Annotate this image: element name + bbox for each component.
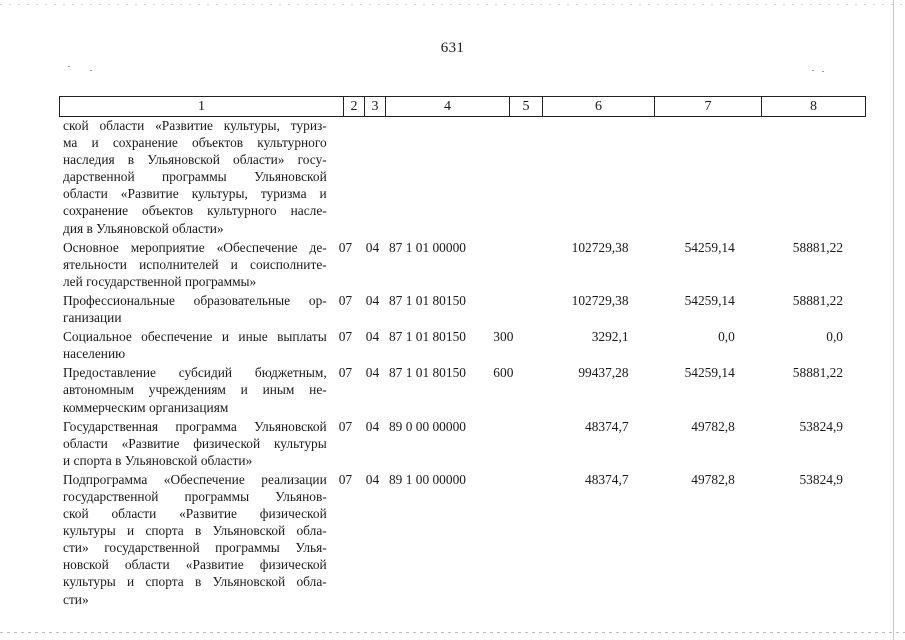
table-row: [63, 471, 843, 608]
row-value-col-6: 48374,7: [585, 418, 629, 434]
row-name-line: области «Развитие культуры, туризма и: [63, 186, 327, 202]
row-target-item-code: 87 1 01 80150: [388, 292, 466, 308]
row-name-line: Подпрограмма «Обеспечение реализации: [63, 471, 327, 487]
page-number: 631: [440, 40, 465, 56]
scan-speck: [68, 66, 70, 67]
row-section-code: 07: [338, 471, 353, 487]
scan-edge-bottom: [0, 632, 905, 633]
row-name-line: сти»: [63, 591, 89, 607]
scan-edge-right: [893, 0, 894, 640]
row-subsection-code: 04: [365, 329, 380, 345]
row-name-line: лей государственной программы»: [63, 273, 257, 289]
row-subsection-code: 04: [365, 471, 380, 487]
row-value-col-7: 54259,14: [684, 292, 735, 308]
row-name: [63, 117, 327, 237]
row-expense-type-code: 300: [493, 329, 514, 345]
header-col-1: 1: [60, 97, 344, 117]
row-section-code: 07: [338, 365, 353, 381]
row-value-col-6: 102729,38: [571, 292, 629, 308]
row-name-line: населению: [63, 346, 126, 362]
row-name: [63, 328, 327, 362]
row-name-line: культуры и спорта в Ульяновской обла-: [63, 523, 327, 539]
row-name-line: сохранение объектов культурного насле-: [63, 203, 327, 219]
table-body: [63, 117, 843, 608]
row-name-line: государственной программы Ульянов-: [63, 488, 327, 504]
table-row: [63, 418, 843, 469]
row-name: [63, 239, 327, 290]
row-value-col-6: 48374,7: [585, 471, 629, 487]
row-section-code: 07: [338, 239, 353, 255]
row-name-line: сти» государственной программы Улья-: [63, 540, 327, 556]
row-name-line: наследия в Ульяновской области» госу-: [63, 152, 327, 168]
table-header: [59, 96, 866, 117]
row-name-line: Государственная программа Ульяновской: [63, 418, 327, 434]
row-name-line: дия в Ульяновской области»: [63, 220, 224, 236]
row-section-code: 07: [338, 329, 353, 345]
row-value-col-7: 54259,14: [684, 365, 735, 381]
row-name-line: Профессиональные образовательные ор-: [63, 292, 327, 308]
table-row: [63, 292, 843, 326]
row-name-line: автономным учреждениям и иным не-: [63, 382, 327, 398]
row-value-col-7: 0,0: [718, 329, 735, 345]
row-name: [63, 364, 327, 415]
row-value-col-6: 3292,1: [591, 329, 629, 345]
row-name-line: ской области «Развитие физической: [63, 506, 327, 522]
row-name: [63, 292, 327, 326]
row-target-item-code: 87 1 01 80150: [388, 329, 466, 345]
header-col-4: 4: [386, 97, 510, 117]
scan-speck: [812, 70, 814, 71]
header-row: [60, 97, 866, 117]
row-target-item-code: 87 1 01 00000: [388, 239, 466, 255]
row-name-line: дарственной программы Ульяновской: [63, 169, 327, 185]
row-section-code: 07: [338, 292, 353, 308]
row-expense-type-code: 600: [493, 365, 514, 381]
row-name-line: ма и сохранение объектов культурного: [63, 135, 327, 151]
table-row: [63, 364, 843, 415]
row-value-col-7: 49782,8: [691, 471, 735, 487]
row-name: [63, 418, 327, 469]
row-target-item-code: 87 1 01 80150: [388, 365, 466, 381]
scan-speck: [822, 71, 824, 72]
row-value-col-8: 53824,9: [799, 418, 844, 434]
header-col-6: 6: [543, 97, 655, 117]
row-value-col-8: 58881,22: [792, 292, 844, 308]
row-section-code: 07: [338, 418, 353, 434]
row-value-col-8: 53824,9: [799, 471, 844, 487]
row-name-line: ятельности исполнителей и соисполните-: [63, 256, 327, 272]
row-name-line: Социальное обеспечение и иные выплаты: [63, 329, 327, 345]
table-row: [63, 117, 843, 237]
row-value-col-7: 49782,8: [691, 418, 735, 434]
row-name-line: ской области «Развитие культуры, туриз-: [63, 118, 327, 133]
row-subsection-code: 04: [365, 365, 380, 381]
row-value-col-8: 58881,22: [792, 239, 844, 255]
row-name-line: Предоставление субсидий бюджетным,: [63, 365, 327, 381]
row-name-line: области «Развитие физической культуры: [63, 435, 327, 451]
row-subsection-code: 04: [365, 418, 380, 434]
header-col-2: 2: [344, 97, 365, 117]
header-col-5: 5: [510, 97, 543, 117]
table-row: [63, 328, 843, 362]
row-name-line: новской области «Развитие физической: [63, 557, 327, 573]
row-name-line: ганизации: [63, 310, 122, 326]
row-subsection-code: 04: [365, 292, 380, 308]
row-value-col-8: 58881,22: [792, 365, 844, 381]
row-value-col-6: 99437,28: [578, 365, 629, 381]
scan-edge-top: [0, 4, 905, 5]
row-name-line: культуры и спорта в Ульяновской обла-: [63, 574, 327, 590]
header-col-7: 7: [655, 97, 762, 117]
row-value-col-7: 54259,14: [684, 239, 735, 255]
row-target-item-code: 89 1 00 00000: [388, 471, 466, 487]
header-col-8: 8: [762, 97, 866, 117]
row-name-line: Основное мероприятие «Обеспечение де-: [63, 239, 327, 255]
row-subsection-code: 04: [365, 239, 380, 255]
row-value-col-8: 0,0: [826, 329, 844, 345]
header-col-3: 3: [365, 97, 386, 117]
row-value-col-6: 102729,38: [571, 239, 629, 255]
row-target-item-code: 89 0 00 00000: [388, 418, 466, 434]
row-name: [63, 471, 327, 608]
row-name-line: коммерческим организациям: [63, 399, 229, 415]
table-row: [63, 239, 843, 290]
row-name-line: и спорта в Ульяновской области»: [63, 452, 253, 468]
scan-speck: [90, 70, 92, 71]
